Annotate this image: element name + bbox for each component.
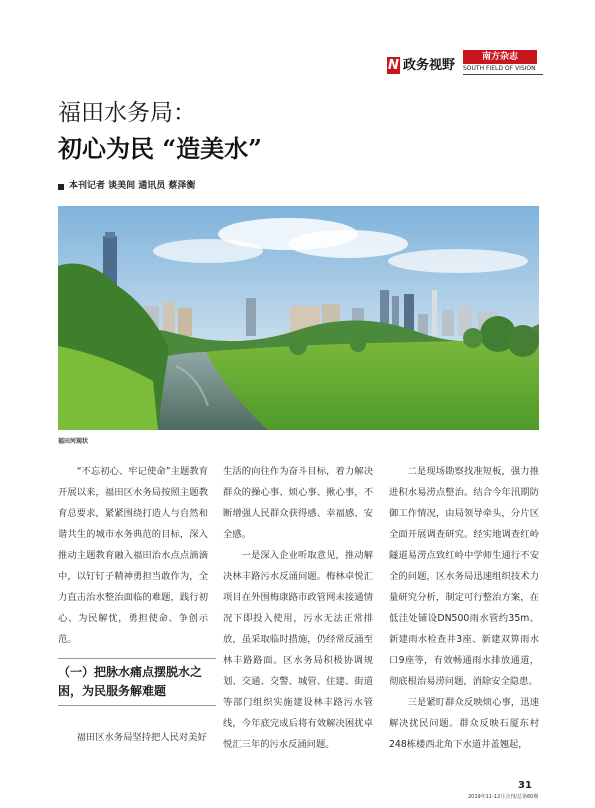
section-heading: （一）把脉水痛点摆脱水之困，为民服务解难题: [58, 658, 216, 706]
river-photo: [58, 206, 539, 430]
brand-subtitle: SOUTH FIELD OF VISION: [463, 65, 536, 72]
headline-line-2: 初心为民 “造美水”: [58, 134, 262, 163]
paragraph: 福田区水务局坚持把人民对美好: [76, 732, 207, 743]
column-3: [389, 461, 539, 755]
issue-label: 2019年11-12月合刊/总第60期: [468, 794, 539, 800]
byline-bullet-icon: [58, 184, 64, 190]
brand-logo: 南方杂志: [463, 50, 537, 64]
page-number: 31: [518, 780, 532, 791]
paragraph: 三是紧盯群众反映烦心事，迅速解决扰民问题。群众反映石厦东村248栋楼西北角下水道井盖翘起，: [389, 697, 539, 750]
column-1: [58, 461, 208, 650]
paragraph: 生活的向往作为奋斗目标，着力解决群众的操心事、烦心事、揪心事，不断增强人民群众获得感、幸福感、安全感。: [223, 466, 373, 540]
paragraph: 一是深入企业听取意见，推动解决林丰路污水反涌问题。梅林卓悦汇项目在外围梅康路市政管网未接通情况下即投入使用，污水无法正常排放，虽采取临时措施，仍经常反涌至林丰路路面。区水务局积极协调规划、交通、交警、城管、住建、街道等部门组织实施建设林丰路污水管线，今年底完成后将有效解决困扰卓悦汇三年的污水反涌问题。: [223, 550, 373, 750]
byline: 本刊记者 谈美间 通讯员 蔡泽衡: [69, 181, 196, 191]
photo-caption: 福田河现状: [58, 438, 89, 445]
column-title: 政务视野: [403, 58, 456, 73]
brand-divider: [463, 74, 543, 75]
n-logo-icon: N: [388, 58, 399, 73]
column-2: [223, 461, 373, 755]
paragraph: 二是现场勘察找准短板，强力推进积水易涝点整治。结合今年汛期防御工作情况，由局领导牵头，分片区全面开展调查研究。经实地调查红岭隧道易涝点致红岭中学师生通行不安全的问题，区水务局迅速组织技术力量研究分析，制定可行整治方案，在低洼处铺设DN500雨水管约35m、新建雨水检查井3座、新建双箅雨水口9座等，有效畅通雨水排放通道，彻底根治易涝问题，消除安全隐患。: [389, 466, 539, 687]
river-landscape-image: [58, 206, 539, 430]
headline-line-1: 福田水务局：: [58, 100, 196, 126]
paragraph: “不忘初心、牢记使命”主题教育开展以来，福田区水务局按照主题教育总要求，紧紧围绕打造人与自然和谐共生的城市水务典范的目标，深入推动主题教育融入福田治水点点滴滴中，以钉钉子精神勇担当敢作为，全力直击治水整治面临的难题，践行初心、为民解忧，勇担使命、争创示范。: [58, 466, 208, 645]
column-1-continued: [58, 727, 208, 748]
